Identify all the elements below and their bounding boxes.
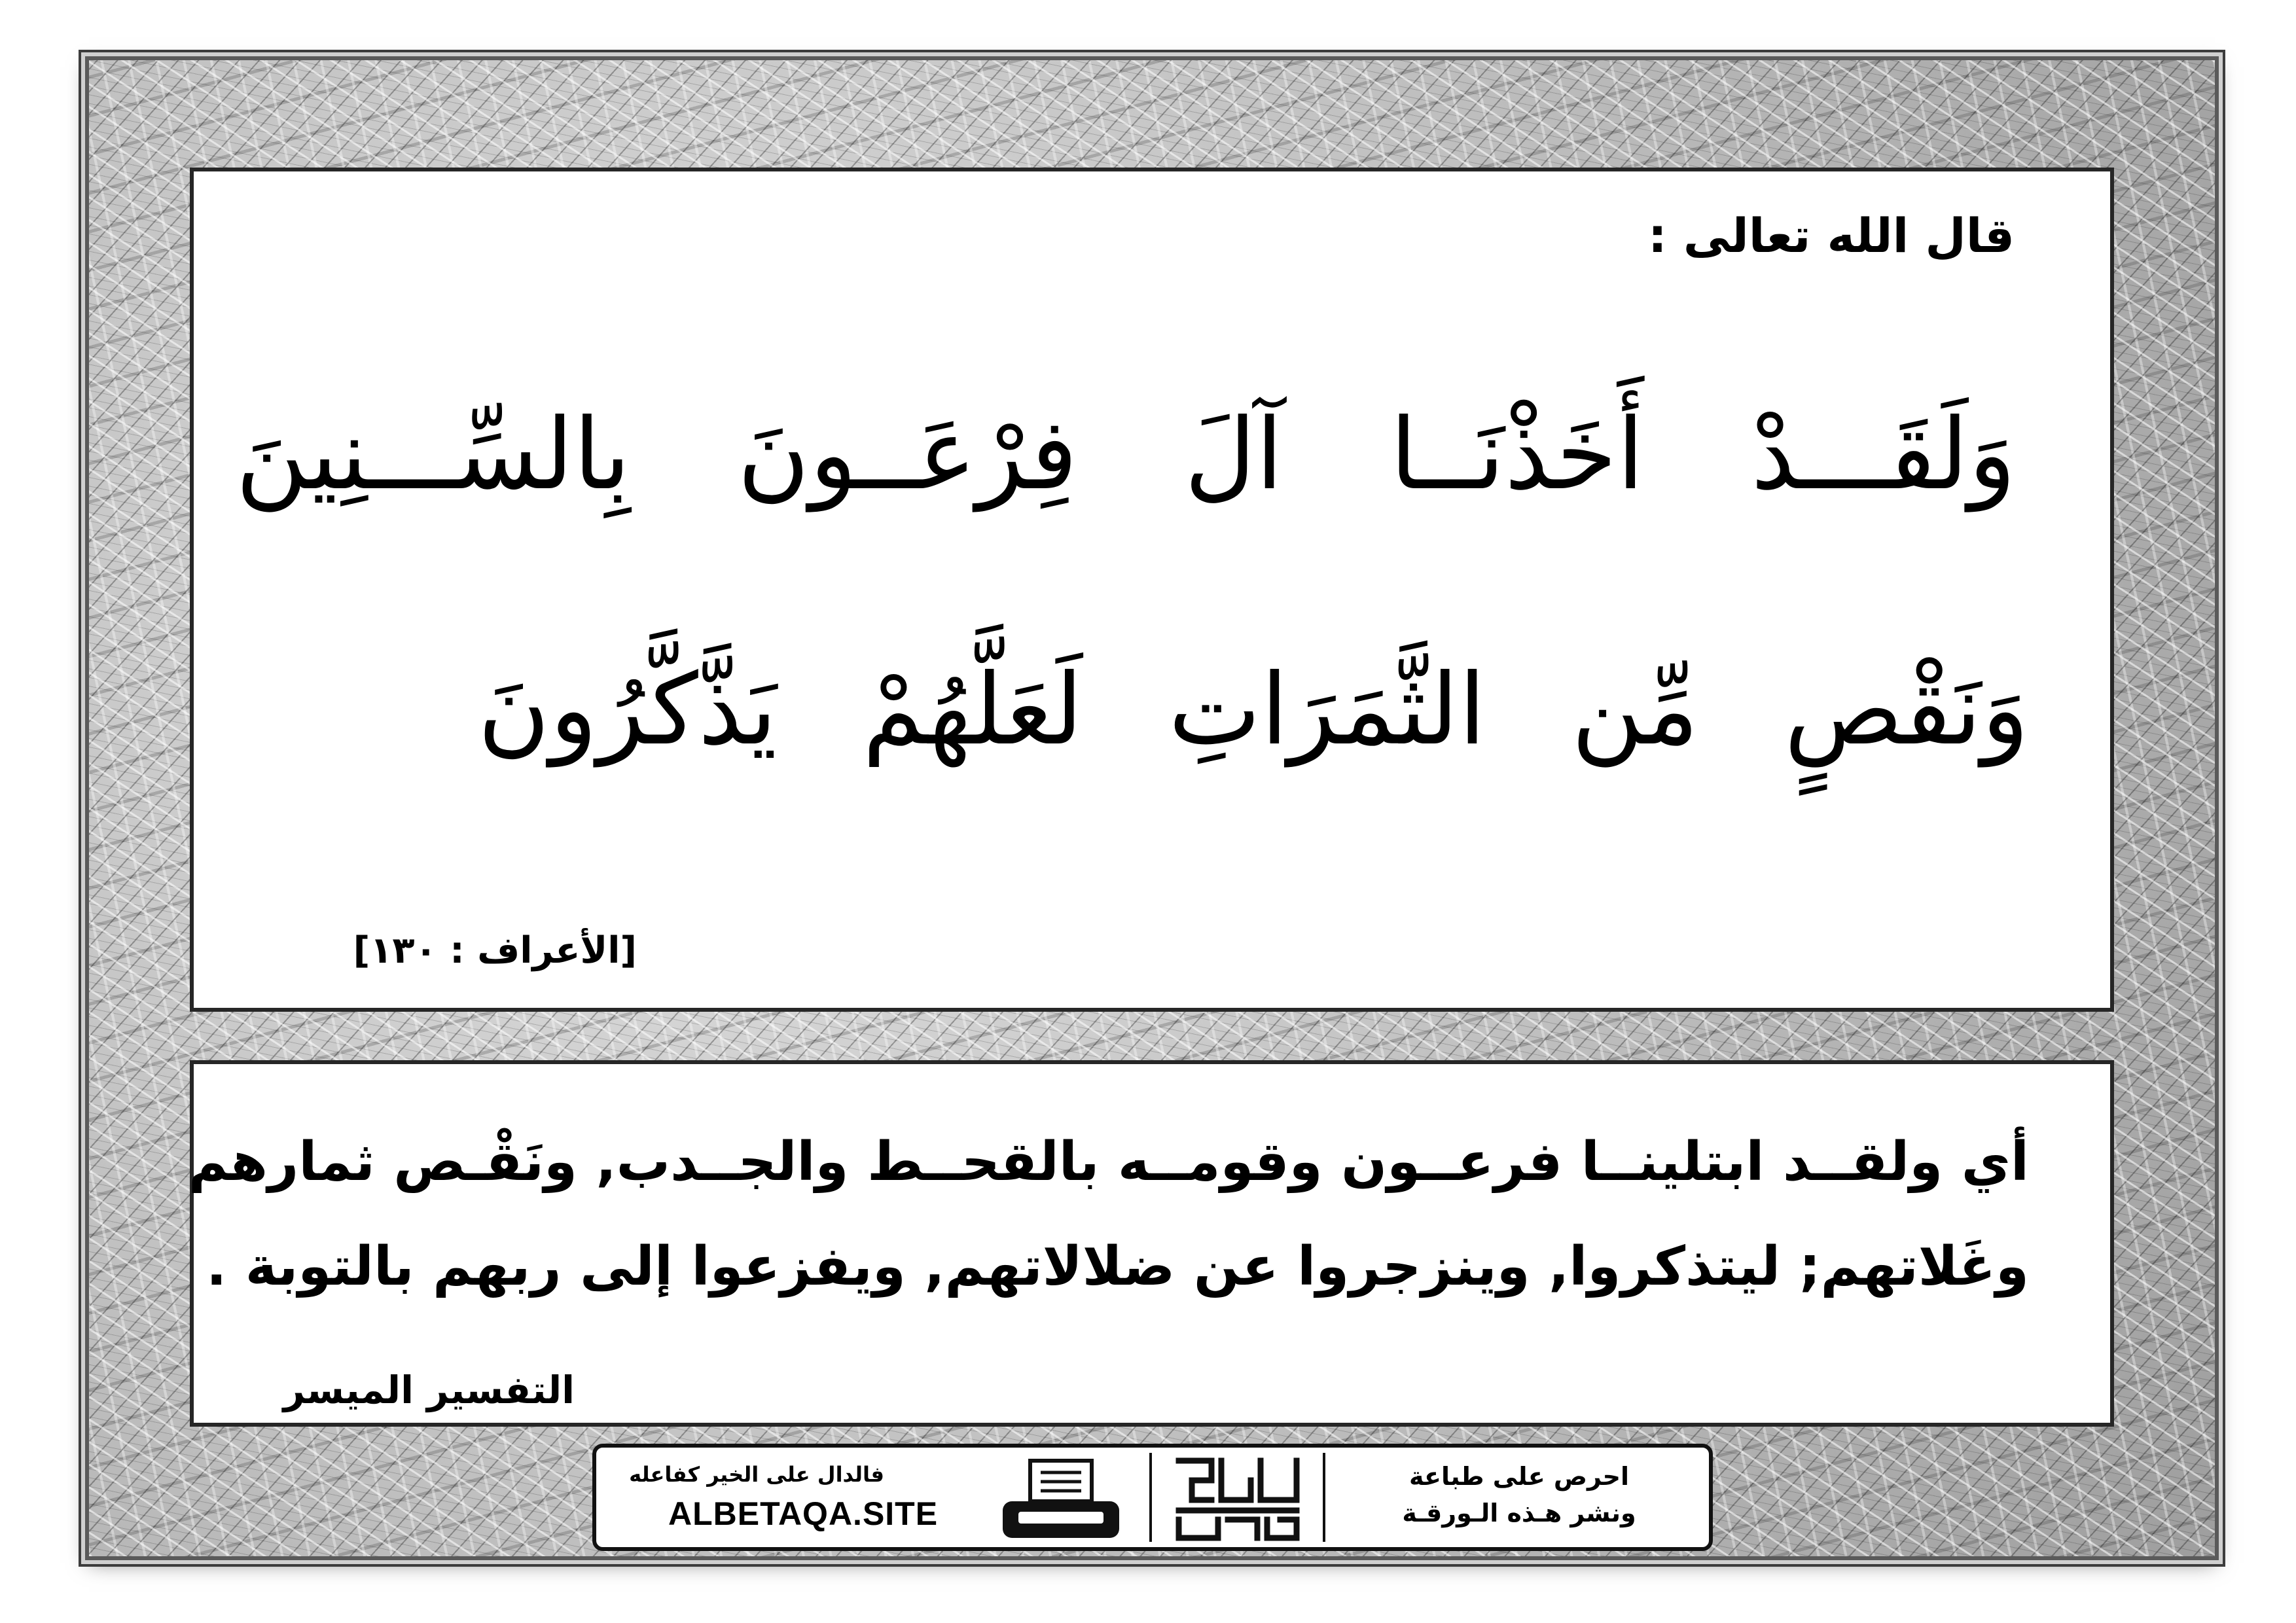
- footer-banner: [592, 1444, 1713, 1551]
- verse-line-2: وَنَقْصٍ مِّن الثَّمَرَاتِ لَعَلَّهُمْ يَذَّكَّرُونَ: [478, 653, 2029, 767]
- tafsir-line-2: وغَلاتهم; ليتذكروا, وينزجروا عن ضلالاتهم, ويفزعوا إلى ربهم بالتوبة .: [206, 1236, 2029, 1298]
- footer-call-line-1: احرص على طباعة: [1408, 1462, 1630, 1491]
- footer-motto: فالدال على الخير كفاعله: [629, 1462, 884, 1487]
- intro-text: قال الله تعالى :: [1647, 208, 2015, 263]
- footer-call-line-2: ونشر هـذه الـورقـة: [1402, 1499, 1636, 1527]
- tafsir-line-1: أي ولقــد ابتلينــا فرعــون وقومــه بالقحــط والجــدب, ونَقْـص ثمارهم: [188, 1131, 2029, 1193]
- footer-divider-right: [1323, 1453, 1325, 1542]
- footer-divider-left: [1149, 1453, 1152, 1542]
- printer-icon: [999, 1458, 1123, 1542]
- verse-panel: [190, 168, 2114, 1012]
- tafsir-source: التفسير الميسر: [283, 1368, 575, 1412]
- verse-line-1: وَلَقَـــدْ أَخَذْنَــا آلَ فِرْعَــونَ بِالسِّـــنِينَ: [236, 398, 2016, 512]
- verse-reference: [الأعراف : ١٣٠]: [353, 929, 637, 972]
- kufic-logo-icon: [1172, 1454, 1303, 1543]
- footer-site-link[interactable]: ALBETAQA.SITE: [668, 1495, 939, 1532]
